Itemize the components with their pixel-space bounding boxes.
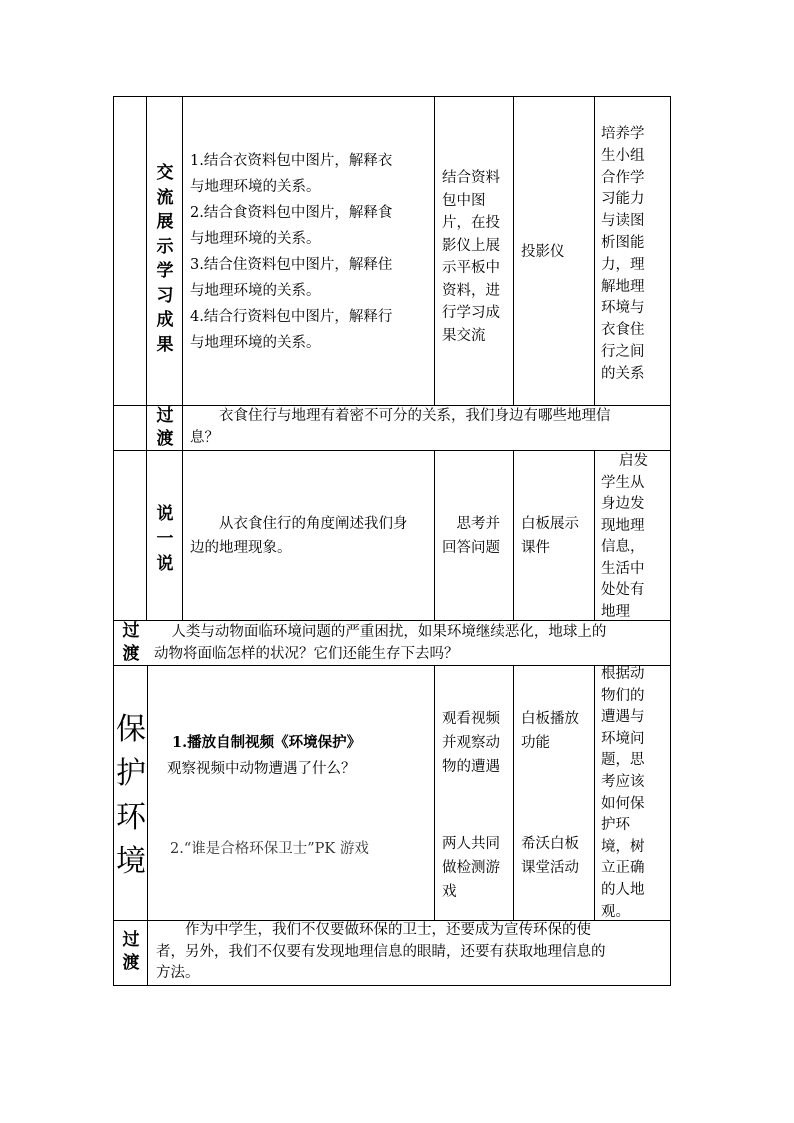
design-purpose: 启发 学生从 身边发 现地理 信息， 生活中 处处有 地理 bbox=[601, 453, 648, 620]
col-divider bbox=[434, 450, 435, 621]
pk-game-activity: 2.“谁是合格环保卫士”PK 游戏 bbox=[170, 841, 369, 857]
table-border-right bbox=[670, 96, 671, 986]
student-activity: 结合资料 包中图 片，在投 影仪上展 示平板中 资料，进 行学习成 果交流 bbox=[442, 170, 500, 344]
student-activity: 思考并 回答问题 bbox=[442, 516, 500, 556]
col-divider bbox=[513, 665, 514, 921]
design-purpose: 根据动 物们的 遭遇与 环境问 题，思 考应该 如何保 护环 境，树 立正确 的人地 观。 bbox=[601, 666, 645, 920]
transition-text: 人类与动物面临环境问题的严重困扰，如果环境继续恶化，地球上的 动物将面临怎样的状况？它们还能生存下去吗？ bbox=[154, 624, 607, 662]
col-divider bbox=[434, 665, 435, 921]
table-border-bottom bbox=[113, 985, 671, 986]
col-divider bbox=[182, 96, 183, 621]
col-divider bbox=[146, 96, 147, 621]
transition-text: 作为中学生，我们不仅要做环保的卫士，还要成为宣传环保的使 者，另外，我们不仅要有发现地理信息的眼睛，还要有获取地理信息的 方法。 bbox=[156, 922, 606, 981]
col-divider bbox=[513, 96, 514, 406]
row-divider bbox=[113, 665, 671, 666]
col-divider bbox=[594, 450, 595, 621]
stage-label-exchange: 交 流 展 示 学 习 成 果 bbox=[156, 163, 174, 355]
col-divider bbox=[594, 665, 595, 921]
stage-label-discuss: 说 一 说 bbox=[156, 504, 174, 574]
design-purpose: 培养学 生小组 合作学 习能力 与读图 析图能 力，理 解地理 环境与 衣食住 行之间 的关系 bbox=[601, 126, 645, 382]
transition-text: 衣食住行与地理有着密不可分的关系，我们身边有哪些地理信 息？ bbox=[190, 408, 611, 446]
media-resource: 白板展示 课件 bbox=[521, 516, 579, 556]
col-divider bbox=[513, 450, 514, 621]
table-border-top bbox=[113, 96, 671, 97]
stage-label-transition: 过 渡 bbox=[122, 621, 140, 664]
stage-label-transition: 过 渡 bbox=[122, 930, 140, 973]
teacher-activity: 从衣食住行的角度阐述我们身 边的地理现象。 bbox=[190, 516, 408, 556]
row-divider bbox=[113, 450, 671, 451]
video-question: 观察视频中动物遭遇了什么？ bbox=[167, 761, 356, 777]
stage-label-protect-environment: 保 护 环 境 bbox=[116, 712, 146, 879]
student-activity: 观看视频 并观察动 物的遭遇 bbox=[442, 711, 500, 775]
col-divider bbox=[594, 96, 595, 406]
col-divider bbox=[434, 96, 435, 406]
teacher-activity: 1.结合衣资料包中图片，解释衣 与地理环境的关系。 2.结合食资料包中图片，解释食 与地理环境的关系。 3.结合住资料包中图片，解释住 与地理环境的关系。 4.结合行资料包中图片，解释行 与地理环境的关系。 bbox=[190, 153, 393, 351]
stage-label-transition: 过 渡 bbox=[156, 406, 174, 449]
media-resource: 白板播放 功能 bbox=[521, 711, 579, 751]
media-resource: 投影仪 bbox=[521, 244, 565, 260]
media-resource: 希沃白板 课堂活动 bbox=[521, 836, 579, 876]
student-activity: 两人共同 做检测游 戏 bbox=[442, 836, 500, 900]
video-activity: 1.播放自制视频《环境保护》 bbox=[172, 734, 362, 751]
